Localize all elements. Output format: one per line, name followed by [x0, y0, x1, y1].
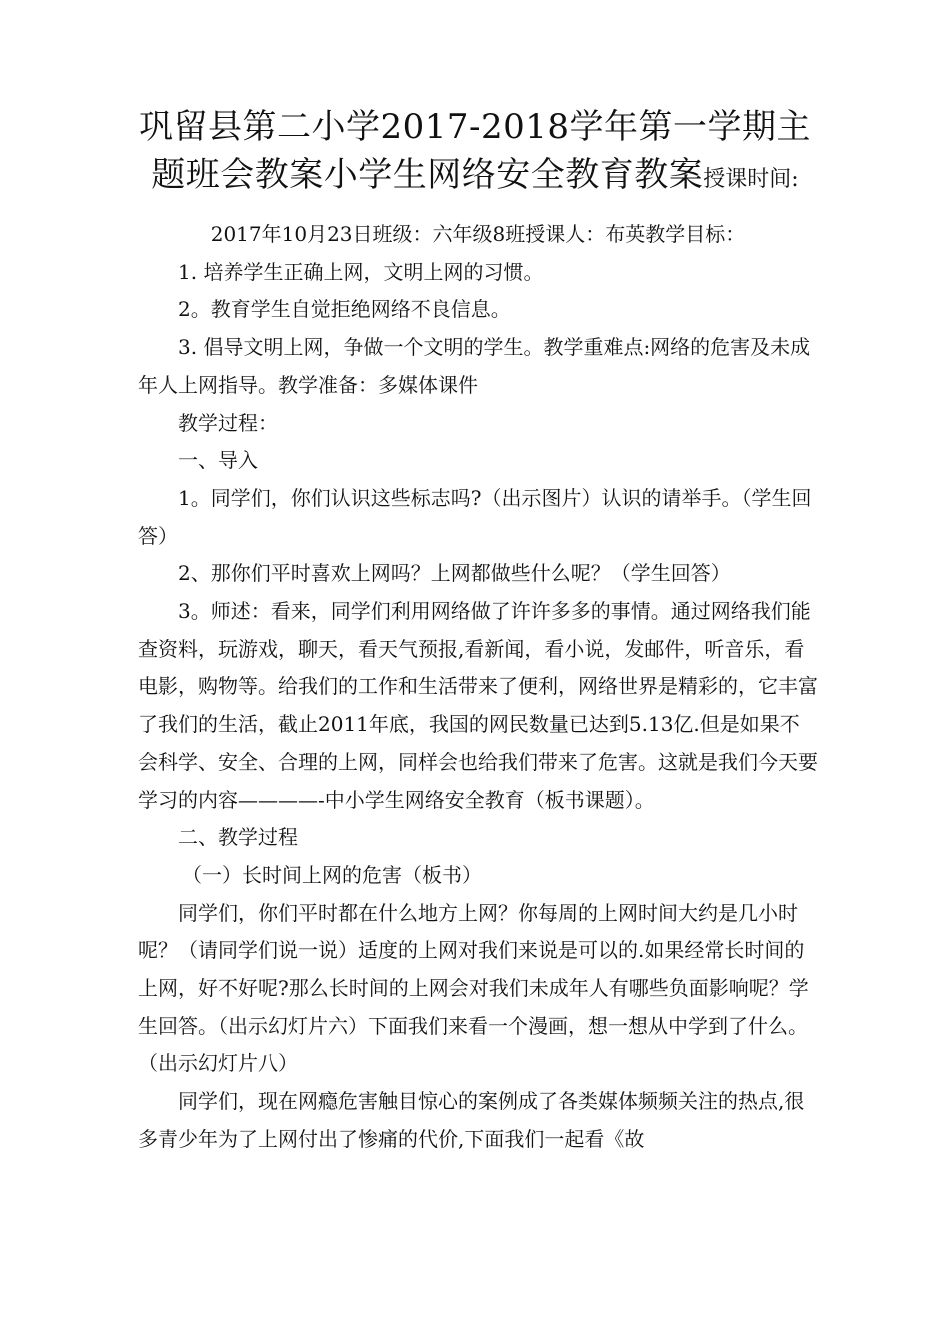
title-line-2-main: 题班会教案小学生网络安全教育教案 — [151, 155, 704, 195]
document-body — [138, 216, 818, 1159]
paragraph-section-process: 二、教学过程 — [178, 825, 298, 850]
paragraph-objective-2: 2。教育学生自觉拒绝网络不良信息。 — [178, 297, 511, 322]
paragraph-intro-2: 2、那你们平时喜欢上网吗？上网都做些什么呢？（学生回答） — [178, 561, 731, 586]
paragraph-objective-3: 3. 倡导文明上网，争做一个文明的学生。教学重难点:网络的危害及未成年人上网指导。教学准备：多媒体课件 — [138, 335, 811, 397]
paragraph-intro-1: 1。同学们，你们认识这些标志吗?（出示图片）认识的请举手。（学生回答） — [138, 485, 812, 548]
paragraph-cases: 同学们，现在网瘾危害触目惊心的案例成了各类媒体频频关注的热点,很多青少年为了上网付出了惨痛的代价,下面我们一起看《故 — [138, 1089, 805, 1151]
paragraph-subsection-1: （一）长时间上网的危害（板书） — [182, 862, 482, 887]
document-title — [120, 103, 830, 204]
paragraph-class-info: 2017年10月23日班级：六年级8班授课人：布英教学目标： — [210, 222, 746, 246]
paragraph-section-intro: 一、导入 — [178, 448, 258, 473]
title-line-1: 巩留县第二小学2017-2018学年第一学期主 — [138, 107, 812, 147]
title-line-2 — [120, 151, 830, 204]
paragraph-discussion: 同学们，你们平时都在什么地方上网？你每周的上网时间大约是几小时呢？（请同学们说一说）适度的上网对我们来说是可以的.如果经常长时间的上网，好不好呢?那么长时间的上网会对我们未成年人有哪些负面影响呢？学生回答。（出示幻灯片六）下面我们来看一个漫画，想一想从中学到了什么。（出示幻灯片八） — [138, 900, 809, 1076]
paragraph-intro-3: 3。师述：看来，同学们利用网络做了许许多多的事情。通过网络我们能查资料，玩游戏，聊天，看天气预报,看新闻，看小说，发邮件，听音乐，看电影，购物等。给我们的工作和生活带来了便利，网络世界是精彩的，它丰富了我们的生活，截止2011年底，我国的网民数量已达到5.13亿.但是如果不会科学、安全、合理的上网，同样会也给我们带来了危害。这就是我们今天要学习的内容————-中小学生网络安全教育（板书课题）。 — [138, 599, 818, 812]
paragraph-process-heading: 教学过程： — [178, 410, 278, 435]
title-line-2-tail: 授课时间: — [703, 167, 799, 192]
paragraph-objective-1: 1. 培养学生正确上网，文明上网的习惯。 — [178, 259, 544, 284]
